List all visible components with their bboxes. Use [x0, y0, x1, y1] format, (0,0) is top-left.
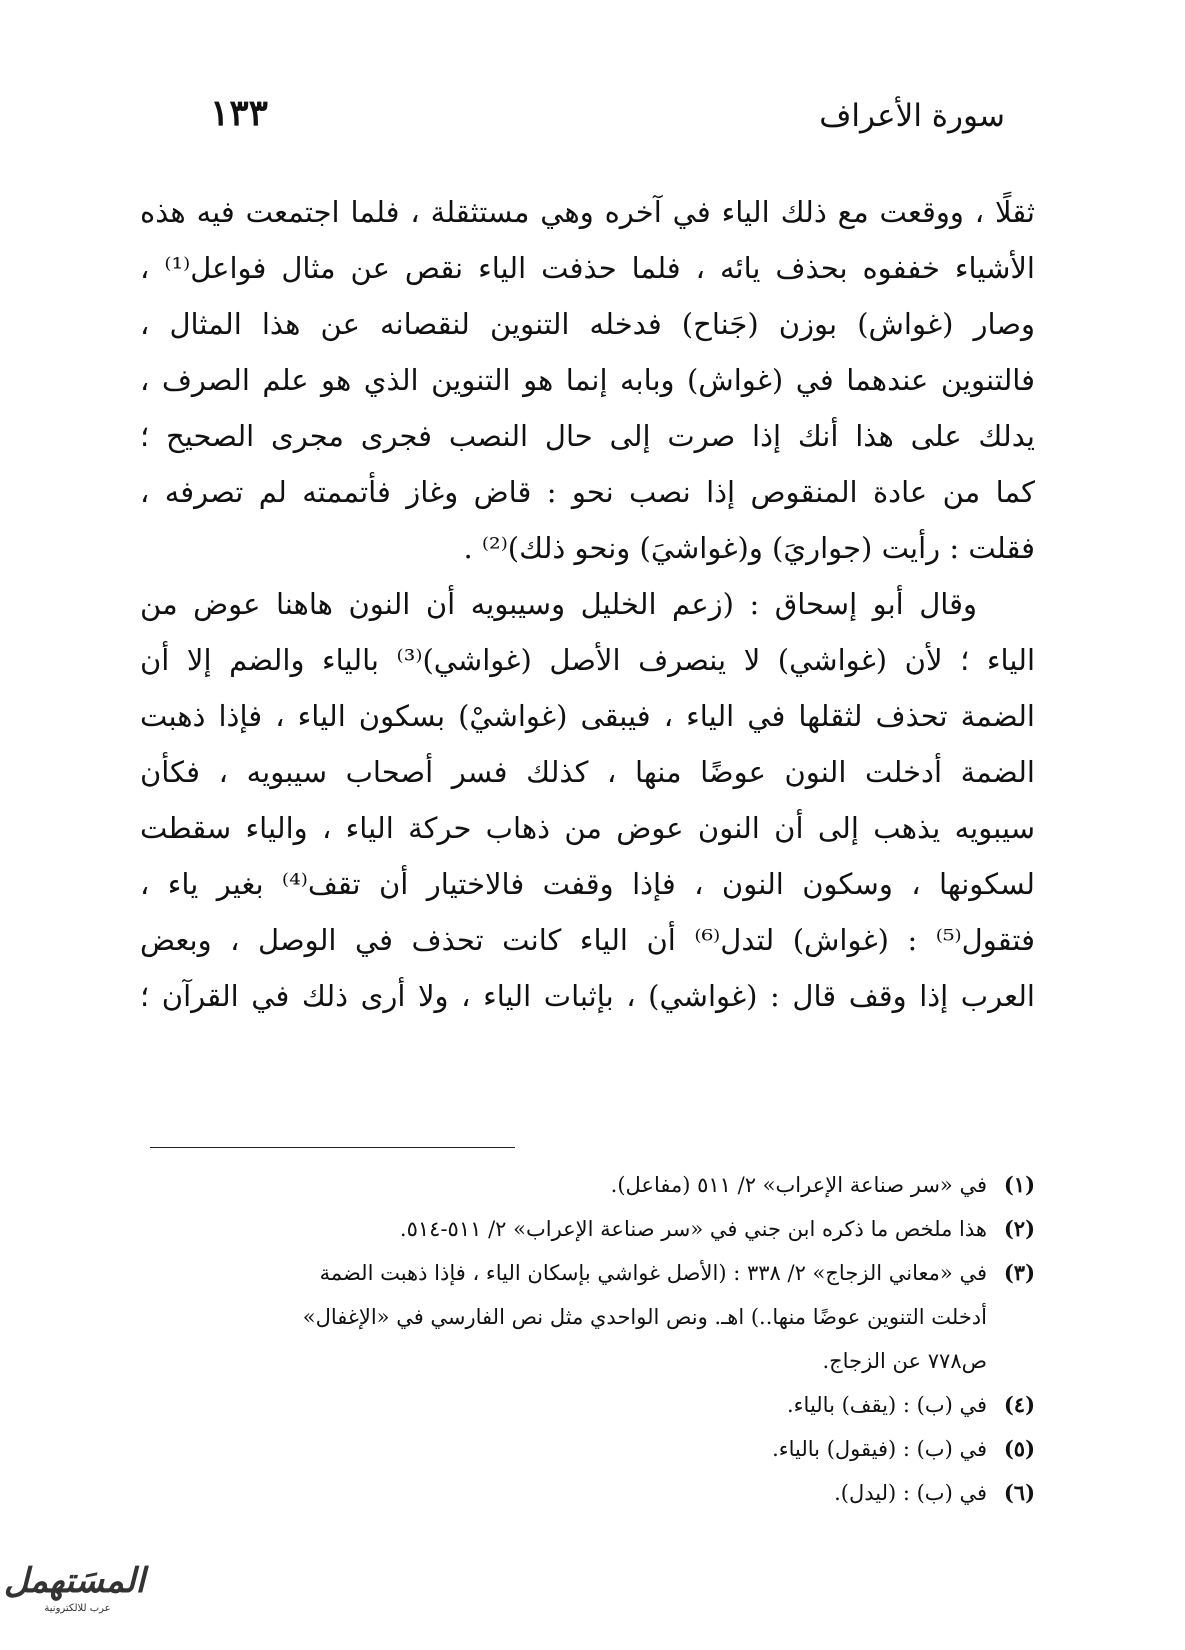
footnote	[150, 1471, 1035, 1515]
footnote-text: في (ب) : (فيقول) بالياء.	[772, 1437, 987, 1461]
footnote-number: (٦)	[1003, 1480, 1035, 1505]
body-line: الضمة تحذف لثقلها في الياء ، فيبقى (غواشيْ) بسكون الياء ، فإذا ذهبت	[140, 699, 1035, 733]
footnote-number: (٥)	[1003, 1436, 1035, 1461]
logo-script: المسَتهمل	[3, 1561, 145, 1601]
publisher-logo	[3, 1560, 145, 1630]
body-line: العرب إذا وقف قال : (غواشي) ، بإثبات الياء ، ولا أرى ذلك في القرآن ؛	[140, 979, 1035, 1013]
body-line: يدلك على هذا أنك إذا صرت إلى حال النصب فجرى مجرى الصحيح ؛	[140, 419, 1035, 453]
body-line: فقلت : رأيت (جواريَ) و(غواشيَ) ونحو ذلك)⁽²⁾ .	[463, 531, 1035, 565]
logo-subtitle: عرب للالكترونية	[44, 1603, 111, 1614]
body-line: كما من عادة المنقوص إذا نصب نحو : قاض وغاز فأتممته لم تصرفه ،	[140, 475, 1035, 509]
footnote-text: أدخلت التنوين عوضًا منها..) اهـ. ونص الواحدي مثل نص الفارسي في «الإغفال»	[302, 1305, 987, 1329]
footnote-text: في (ب) : (يقف) بالياء.	[787, 1393, 987, 1417]
footnote-number: (١)	[1003, 1172, 1035, 1197]
footnote-text: في «معاني الزجاج» ٢/ ٣٣٨ : (الأصل غواشي بإسكان الياء ، فإذا ذهبت الضمة	[319, 1261, 987, 1285]
body-line: الضمة أدخلت النون عوضًا منها ، كذلك فسر أصحاب سيبويه ، فكأن	[140, 755, 1035, 789]
footnote	[150, 1251, 1035, 1383]
footnotes	[150, 1163, 1035, 1515]
footnote-number: (٤)	[1003, 1392, 1035, 1417]
footnote	[150, 1383, 1035, 1427]
footnote-text: ص٧٧٨ عن الزجاج.	[822, 1349, 987, 1373]
body-line: سيبويه يذهب إلى أن النون عوض من ذهاب حركة الياء ، والياء سقطت	[140, 811, 1035, 845]
footnote	[150, 1427, 1035, 1471]
footnote	[150, 1207, 1035, 1251]
body-line: فالتنوين عندهما في (غواش) وبابه إنما هو التنوين الذي هو علم الصرف ،	[140, 363, 1035, 397]
footnote-text: في «سر صناعة الإعراب» ٢/ ٥١١ (مفاعل).	[610, 1173, 987, 1197]
body-line: فتقول⁽⁵⁾ : (غواش) لتدل⁽⁶⁾ أن الياء كانت تحذف في الوصل ، وبعض	[140, 923, 1035, 957]
surah-title: سورة الأعراف	[819, 98, 1005, 134]
body-text	[140, 184, 1035, 1024]
body-line: وقال أبو إسحاق : (زعم الخليل وسيبويه أن النون هاهنا عوض من	[140, 587, 977, 621]
body-line: الياء ؛ لأن (غواشي) لا ينصرف الأصل (غواشي)⁽³⁾ بالياء والضم إلا أن	[140, 643, 1035, 677]
body-line: لسكونها ، وسكون النون ، فإذا وقفت فالاختيار أن تقف⁽⁴⁾ بغير ياء ،	[140, 867, 1035, 901]
body-line: ثقلًا ، ووقعت مع ذلك الياء في آخره وهي مستثقلة ، فلما اجتمعت فيه هذه	[140, 195, 1035, 229]
body-line: وصار (غواش) بوزن (جَناح) فدخله التنوين لنقصانه عن هذا المثال ،	[140, 307, 1035, 341]
body-line: الأشياء خففوه بحذف يائه ، فلما حذفت الياء نقص عن مثال فواعل⁽¹⁾ ،	[140, 251, 1035, 285]
footnote-text: في (ب) : (ليدل).	[834, 1481, 987, 1505]
page-number: ١٣٣	[210, 92, 269, 134]
footnote-separator	[150, 1147, 515, 1148]
footnote-number: (٢)	[1003, 1216, 1035, 1241]
footnote	[150, 1163, 1035, 1207]
footnote-number: (٣)	[1003, 1260, 1035, 1285]
footnote-text: هذا ملخص ما ذكره ابن جني في «سر صناعة الإعراب» ٢/ ٥١١-٥١٤.	[399, 1217, 987, 1241]
